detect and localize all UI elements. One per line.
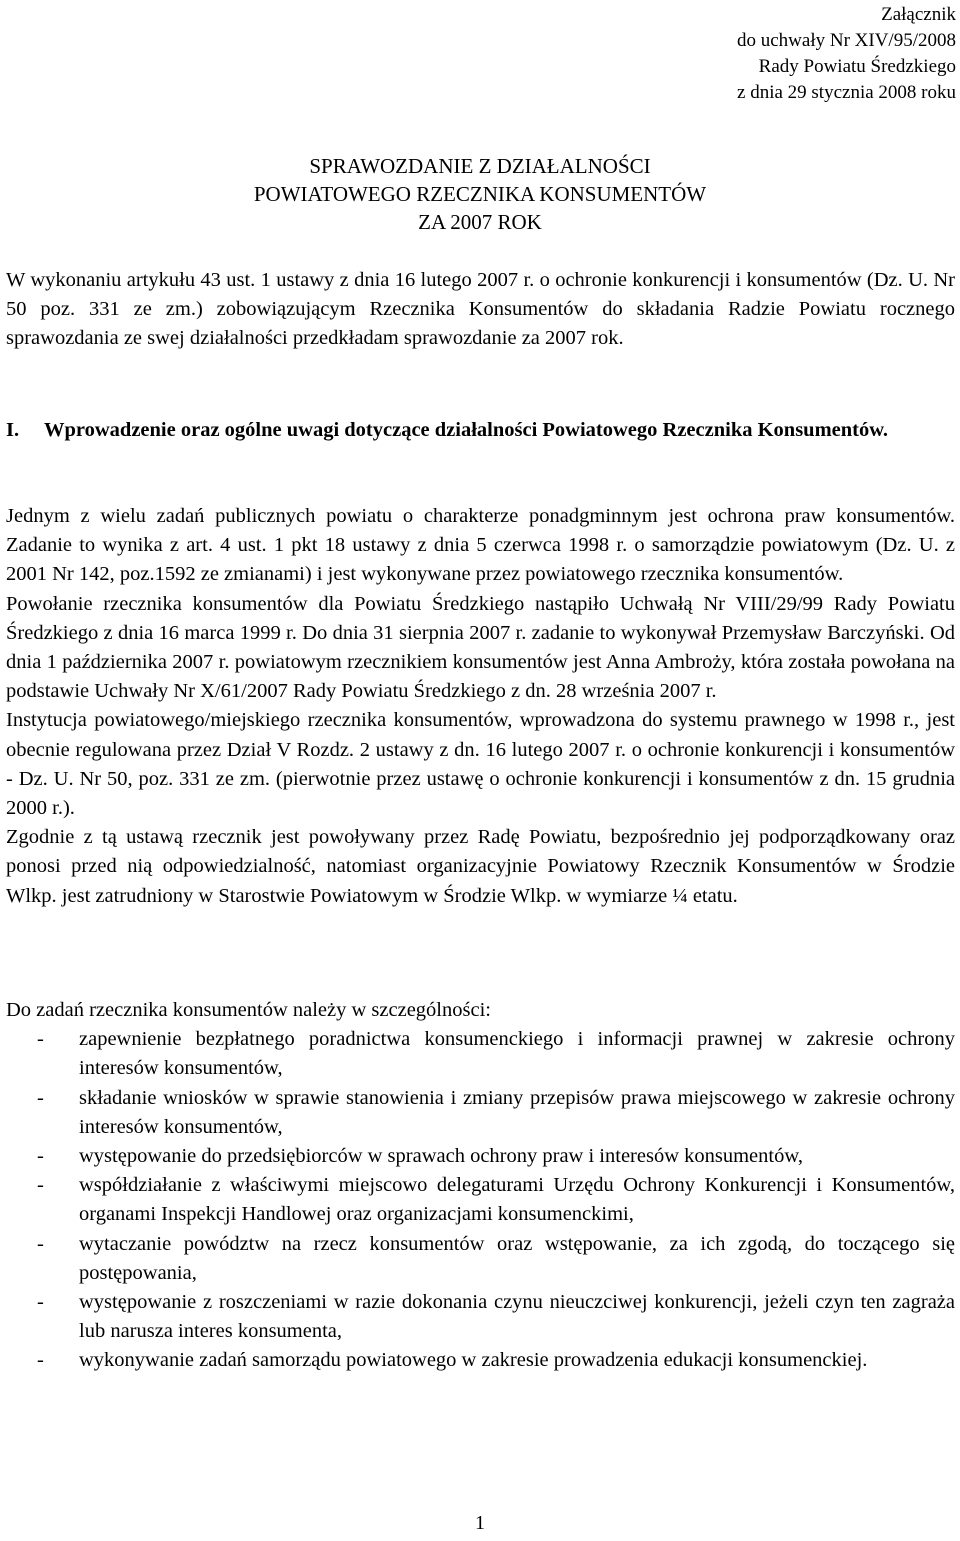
- title-line: POWIATOWEGO RZECZNIKA KONSUMENTÓW: [253, 182, 707, 206]
- list-item: [6, 1230, 955, 1288]
- page-number: 1: [475, 1512, 485, 1534]
- list-dash: -: [37, 1145, 44, 1168]
- intro-text: W wykonaniu artykułu 43 ust. 1 ustawy z dnia 16 lutego 2007 r. o ochronie konkurencji i konsumentów (Dz. U. Nr 50 poz. 331 ze zm.) zobowiązującym Rzecznika Konsumentów do składania Radzie Powiatu rocznego sprawozdania ze swej działalności przedkładam sprawozdanie za 2007 rok.: [6, 269, 955, 350]
- list-item-text: składanie wniosków w sprawie stanowienia i zmiany przepisów prawa miejscowego w zakresie ochrony interesów konsumentów,: [79, 1086, 955, 1138]
- paragraph: Jednym z wielu zadań publicznych powiatu o charakterze ponadgminnym jest ochrona praw konsumentów. Zadanie to wynika z art. 4 ust. 1 pkt 18 ustawy z dnia 5 czerwca 1998 r. o samorządzie powiatowym (Dz. U. z 2001 Nr 142, poz.1592 ze zmianami) i jest wykonywane przez powiatowego rzecznika konsumentów.: [6, 505, 955, 586]
- intro-paragraph: [6, 266, 955, 354]
- list-dash: -: [37, 1349, 44, 1372]
- attachment-line: Załącznik: [881, 4, 956, 25]
- tasks-list: [6, 1025, 955, 1375]
- list-item-text: wytaczanie powództw na rzecz konsumentów oraz wstępowanie, za ich zgodą, do toczącego się postępowania,: [79, 1232, 955, 1284]
- document-title: [0, 152, 960, 236]
- list-item-text: zapewnienie bezpłatnego poradnictwa konsumenckiego i informacji prawnej w zakresie ochrony interesów konsumentów,: [79, 1028, 955, 1080]
- list-item: [6, 1171, 955, 1229]
- attachment-line: Rady Powiatu Średzkiego: [758, 56, 956, 77]
- list-item: [6, 1346, 955, 1375]
- attachment-line: z dnia 29 stycznia 2008 roku: [737, 82, 956, 103]
- list-item: [6, 1142, 955, 1171]
- list-item-text: występowanie do przedsiębiorców w sprawach ochrony praw i interesów konsumentów,: [79, 1145, 803, 1168]
- attachment-line: do uchwały Nr XIV/95/2008: [737, 30, 956, 51]
- section-heading-text: Wprowadzenie oraz ogólne uwagi dotyczące działalności Powiatowego Rzecznika Konsumentów.: [44, 419, 889, 441]
- list-dash: -: [37, 1086, 44, 1109]
- list-item-text: wykonywanie zadań samorządu powiatowego w zakresie prowadzenia edukacji konsumenckiej.: [79, 1349, 868, 1372]
- tasks-intro: Do zadań rzecznika konsumentów należy w szczególności:: [6, 999, 491, 1021]
- list-dash: -: [37, 1232, 44, 1255]
- title-line: SPRAWOZDANIE Z DZIAŁALNOŚCI: [309, 154, 651, 178]
- paragraph: Zgodnie z tą ustawą rzecznik jest powoływany przez Radę Powiatu, bezpośrednio jej podporządkowany oraz ponosi przed nią odpowiedzialność, natomiast organizacyjnie Powiatowy Rzecznik Konsumentów w Środzie Wlkp. jest zatrudniony w Starostwie Powiatowym w Środzie Wlkp. w wymiarze ¼ etatu.: [6, 826, 955, 907]
- attachment-note: [737, 2, 956, 106]
- section-number: I.: [6, 419, 20, 441]
- list-dash: -: [37, 1291, 44, 1314]
- list-dash: -: [37, 1174, 44, 1197]
- tasks-section: [6, 996, 955, 1376]
- section-heading: [6, 416, 955, 445]
- paragraph: Instytucja powiatowego/miejskiego rzecznika konsumentów, wprowadzona do systemu prawnego w 1998 r., jest obecnie regulowana przez Dział V Rozdz. 2 ustawy z dn. 16 lutego 2007 r. o ochronie konkurencji i konsumentów - Dz. U. Nr 50, poz. 331 ze zm. (pierwotnie przez ustawę o ochronie konkurencji i konsumentów z dn. 15 grudnia 2000 r.).: [6, 709, 955, 820]
- list-item: [6, 1025, 955, 1083]
- list-item-text: współdziałanie z właściwymi miejscowo delegaturami Urzędu Ochrony Konkurencji i Konsumentów, organami Inspekcji Handlowej oraz organizacjami konsumenckimi,: [79, 1174, 955, 1226]
- paragraph: Powołanie rzecznika konsumentów dla Powiatu Średzkiego nastąpiło Uchwałą Nr VIII/29/99 Rady Powiatu Średzkiego z dnia 16 marca 1999 r. Do dnia 31 sierpnia 2007 r. zadanie to wykonywał Przemysław Barczyński. Od dnia 1 października 2007 r. powiatowym rzecznikiem konsumentów jest Anna Ambroży, która została powołana na podstawie Uchwały Nr X/61/2007 Rady Powiatu Średzkiego z dn. 28 września 2007 r.: [6, 592, 955, 703]
- list-item: [6, 1084, 955, 1142]
- list-item-text: występowanie z roszczeniami w razie dokonania czynu nieuczciwej konkurencji, jeżeli czyn ten zagraża lub narusza interes konsumenta,: [79, 1291, 955, 1343]
- section-body: [6, 502, 955, 911]
- title-line: ZA 2007 ROK: [418, 210, 542, 234]
- list-dash: -: [37, 1028, 44, 1051]
- list-item: [6, 1288, 955, 1346]
